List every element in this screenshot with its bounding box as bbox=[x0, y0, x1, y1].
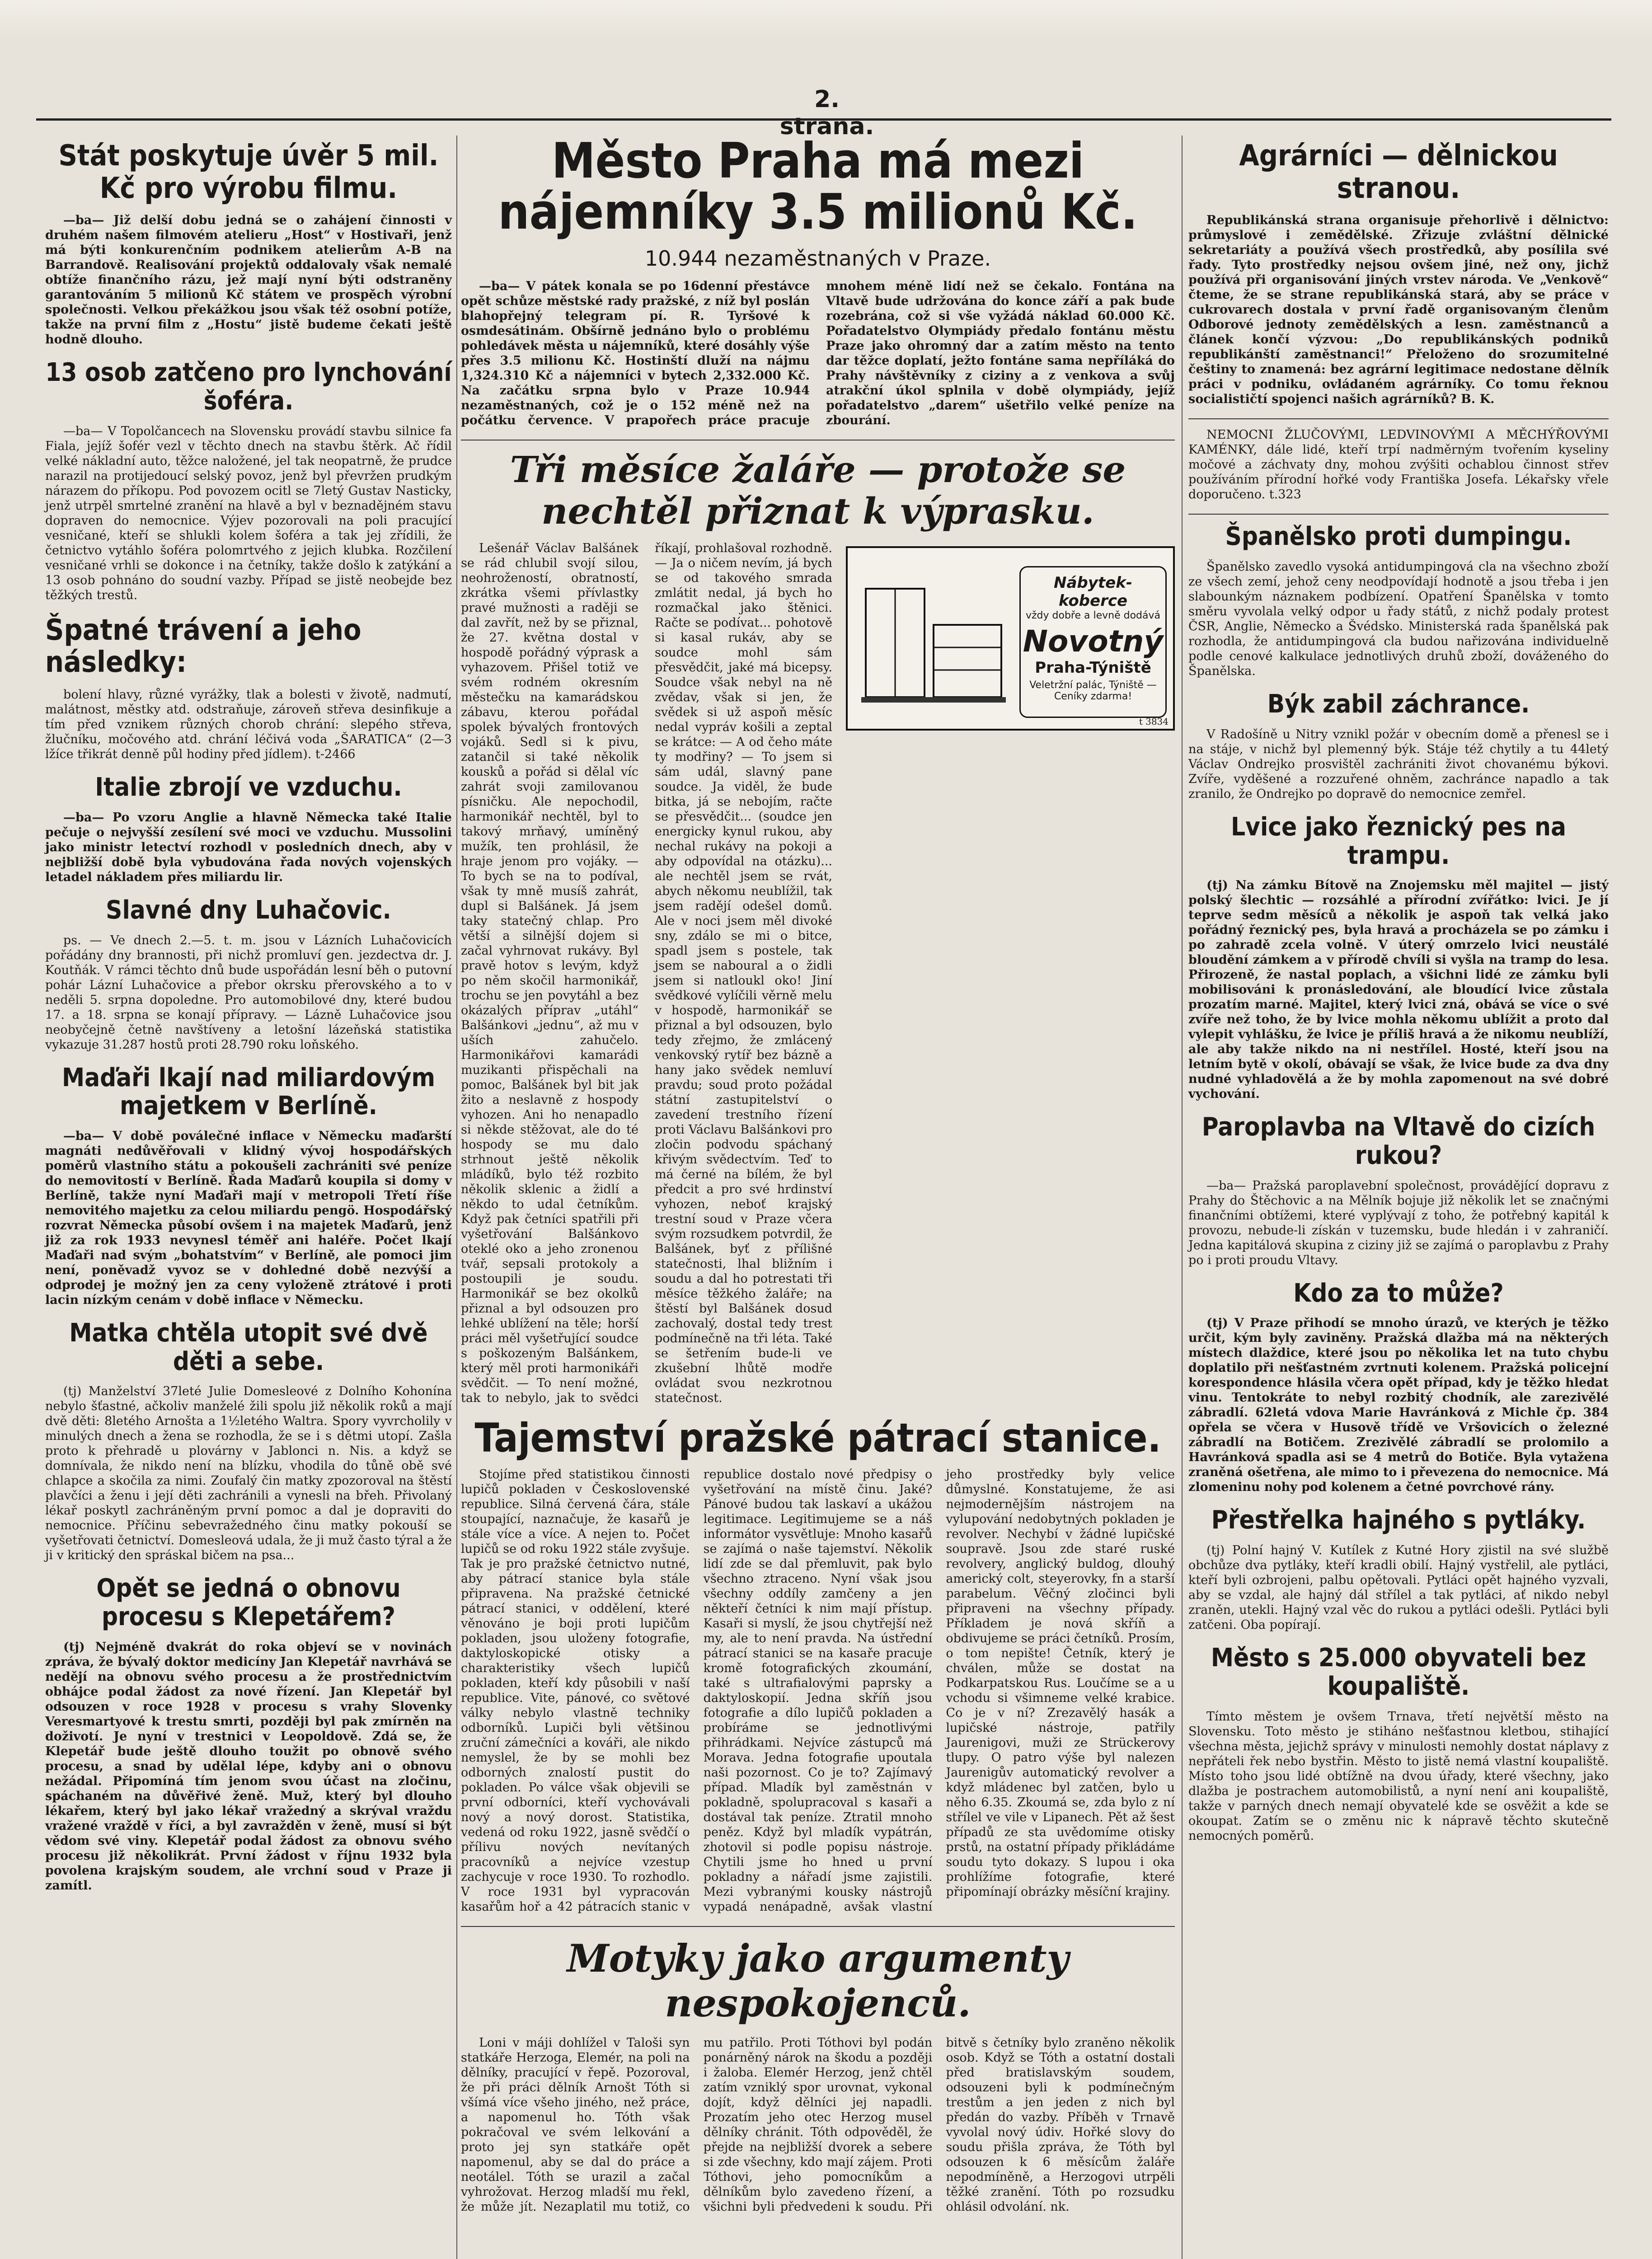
article-body: (tj) V Praze přihodí se mnoho úrazů, ve kterých je těžko určit, kým byly zaviněny. Pražská dlažba má na některých místech dlaždice, které jsou po několika let na tuto chybu doplatilo při nešťastném zvrtnuti kolenem. Pražská policejní korespondence hlásila včera opět případ, kdy je těžko hledat vinu. Tentokráte to nebyl rozbitý chodník, ale zarezivělé zábradlí. 62letá vdova Marie Havránková z Michle čp. 384 opřela se včera v Husově třídě ve Vršovicích o železné zábradlí na Botičem. Zrezivělé zábradlí se prolomilo a Havránková spadla asi se 4 metrů do Botiče. Byla vytažena zraněná ošetřena, ale mimo to i převezena do nemocnice. Má zlomeninu nohy pod kolenem a četné povrchové rány. bbox=[1188, 1316, 1609, 1495]
article-body: Lešenář Václav Balšánek se rád chlubil svojí silou, neohrožeností, obratností, zkrátka všemi přívlastky pravé mužnosti a raději se dal zavřít, než by se přiznal, že 27. května dostal v hospodě pořádný výprask a vyhazovem. Přišel totiž ve svém rodném okresním městečku na kamarádskou zábavu, kterou pořádal spolek bývalých frontových vojáků. Sedl si k pivu, zatančil si také několik kousků a pořád si dělal víc zahrát svoji zamilovanou písničku. Ale nepochodil, harmonikář nechtěl, byl to takový mrňavý, umíněný mužík, ten prohlásil, že hraje jenom pro vojáky. — To bych se na to podíval, však ty mně musíš zahrát, dupl si Balšánek. Já jsem taky statečný chlap. Pro větší a silnější dojem si začal vyhrnovat rukávy. Byl pravě hotov s levým, když po něm skočil harmonikář, trochu se jen povytáhl a bez okázalých příprav „utáhl“ Balšánkovi „jednu“, až mu v uších zahučelo. Harmonikářovi kamarádi muzikanti přispěchali na pomoc, Balšánek byl bit jak žito a neslavně z hospody vyhozen. Ani ho nenapadlo si někde stěžovat, ale do té hospody se mu dalo strhnout ještě několik mládíků, bylo též rozbito několik sklenic a židlí a někdo to udal četníkům. Když pak četníci spatřili při vyšetřování Balšánkovo oteklé oko a jeho zronenou tvář, sepsali protokoly a postoupili je soudu. Harmonikář se bez okolků přiznal a byl odsouzen pro lehké ublížení na těle; horší práci měl vyšetřující soudce s poškozeným Balšánkem, který měl proti harmonikáři svědčit. — To není možné, tak to nebylo, jak to svědci říkají, prohlašoval rozhodně. — Ja o ničem nevím, já bych se od takového smrada zmlátit nedal, já bych ho rozmačkal jako štěnici. Račte se podívat... pohotově si kasal rukáv, aby se soudce mohl sám přesvědčit, jaké má bicepsy. Soudce však nebyl na ně zvědav, však si jen, že svědek si už aspoň měsíc nedal vypráv košili a zeptal se krátce: — A od čeho máte ty modřiny? — To jsem si sám udál, slavný pane soudce. Ja viděl, že bude bitka, já se nebojím, račte se přesvědčit... (soudce jen energicky kynul rukou, aby nechal rukávy na pokoji a aby odpovídal na otázku)... ale nechtěl jsem se rvát, abych někomu neublížil, tak jsem radějí odešel domů. Ale v noci jsem měl divoké sny, zdálo se mi o bitce, spadl jsem s postele, tak jsem se naboural a o židli jsem si natloukl oko! Jiní svědkové vylíčili věrně melu v hospodě, harmonikář se přiznal a byl odsouzen, bylo tedy zřejmo, že zmlácený venkovský rytíř bez bázně a hany jako svědek nemluví pravdu; soud proto požádal státní zastupitelství o zavedení trestního řízení proti Václavu Balšánkovi pro zločin podvodu spáchaný křivým svědectvím. Teď to má černé na bílém, že byl předcit a pro své hrdinství vyhozen, neboť krajský trestní soud v Praze včera svým rozsudkem potvrdil, že Balšánek, byť z přílišné statečnosti, lhal bližním i soudu a dal ho potrestati tři měsíce těžkého žaláře; na štěstí byl Balšánek dosud zachovalý, dostal tedy trest podmínečně na tři léta. Také se šetřením bude-li ve zkušební lhůtě modře ovládat svou nezkrotnou statečnost. bbox=[461, 541, 832, 1405]
ad-body: bolení hlavy, různé vyrážky, tlak a bolesti v životě, nadmutí, malátnost, městky atd. odstraňuje, zároveň střeva desinfikuje a tím před vznikem různých chorob chrání: slepého střeva, žlučníku, močového atd. chrání léčivá voda „ŠARATICA“ (2—3 lžíce třikrát denně půl hodiny před jídlem). t-2466 bbox=[45, 688, 452, 762]
article bbox=[1188, 1506, 1609, 1632]
ad-brand: Novotný bbox=[1023, 623, 1164, 659]
article bbox=[1188, 140, 1609, 407]
article-headline: Motyky jako argumenty nespokojenců. bbox=[567, 1936, 1069, 2026]
article bbox=[45, 1319, 452, 1563]
article-body: (tj) Polní hajný V. Kutílek z Kutné Hory zjistil na své službě obchůze dva pytláky, kteří kradli obilí. Hajný vystřelil, ale pytláci, kteří byli ozbrojeni, palbu opětovali. Pytláci opět hajného vyzvali, aby se vzdal, ale hajný dál střílel a tak pytláci, ať nikdo nebyl zraněn, utekli. Hajný vzal věc do rukou a pytláci odešli. Pytláci byli zatčeni. Oba popírají. bbox=[1188, 1543, 1609, 1632]
separator bbox=[461, 440, 1175, 441]
article-body: (tj) Na zámku Bítově na Znojemsku měl majitel — jistý polský šlechtic — rozsáhlé a přírodní zvířátko: lvici. Je jí teprve sedm měsíců a několik je aspoň tak velká jako pořádný řeznický pes, byla hravá a procházela se po zámku i po zahradě zcela volně. V úterý omrzelo lvici neustálé bloudění zámkem a v přírodě chvíli si vyšla na tramp do lesa. Přirozeně, že nastal poplach, a všichni lidé ze zámku byli mobilisováni k pronásledování, ale bloudící lvice zůstala prozatím marné. Majitel, který lvici zná, obává se více o své zvíře než toho, že by lvice mohla někomu ublížit a proto dal vylepit vyhlášku, že lvice je příliš hravá a že nikomu neublíží, ale aby takže nikdo na ni nestřílel. Hosté, kteří jsou na letním bytě v okolí, obávají se však, že lvice bude za dva dny nudné vyhladovělá a že by mohla zapomenout na své dobré vychování. bbox=[1188, 878, 1609, 1101]
ad-line: Nábytek-koberce bbox=[1054, 573, 1132, 610]
page-number: 2. strana. bbox=[779, 86, 874, 140]
advertisement bbox=[45, 614, 452, 762]
article-headline: Matka chtěla utopit své dvě děti a sebe. bbox=[69, 1318, 428, 1376]
article bbox=[1188, 690, 1609, 801]
article-body: Loni v máji dohlížel v Taloši syn statkáře Herzoga, Elemér, na poli na dělníky, pracující v řepě. Pozoroval, že při práci dělník Arnošt Tóth si všímá více všeho jiného, než práce, a napomenul ho. Tóth však pokračoval ve svém lelkování a proto jej syn statkáře opět napomenul, aby se dal do práce a neotálel. Tóth se urazil a začal vyhrožovat. Herzog mladší mu řekl, že může jít. Nezaplatil mu totiž, co mu patřilo. Proti Tóthovi byl podán ponárněný nárok na škodu a později i žaloba. Elemér Herzog, jenž chtěl zatím vzniklý spor urovnat, vykonal dojít, když dělníci jej napadli. Prozatím jeho otec Herzog musel dělníky chránit. Tóth odpověděl, že přejde na nejbližší dvorek a sebere si zde všechny, kdo mají zájem. Proti Tóthovi, jeho pomocníkům a dělníkům bylo zavedeno řízení, a všichni byli předvedeni k soudu. Při bitvě s četníky bylo zraněno několik osob. Když se Tóth a ostatní dostali před bratislavským soudem, odsouzeni byli k podmínečným trestům a jen jeden z nich byl předán do vazby. Příběh v Trnavě vyvolal nový údiv. Hořké slovy do soudu přišla zpráva, že Tóth byl odsouzen k 6 měsícům žaláře nepodmíněně, a Herzogovi utrpěli těžké zranění. Tóth po rozsudku ohlásil odvolání. nk. bbox=[461, 2036, 1175, 2214]
left-column bbox=[45, 136, 452, 1905]
separator bbox=[461, 1926, 1175, 1927]
article bbox=[461, 449, 1175, 1406]
article-body: —ba— Již delší dobu jedná se o zahájení činnosti v druhém našem filmovém atelieru „Host“ v Hostivaři, jenž má býti konkurenčním podnikem atelierům A-B na Barrandově. Realisování projektů oddalovaly však nemalé obtíže finančního rázu, jež mají nyní býti odstraněny garantováním 5 milionů Kč státem ve prospěch výrobní společnosti. Velkou překážkou jsou však též osobní potíže, takže na první film z „Hostu“ jistě budeme čekati ještě hodně dlouho. bbox=[45, 213, 452, 347]
article-headline: Tajemství pražské pátrací stanice. bbox=[474, 1414, 1161, 1461]
center-column bbox=[461, 133, 1175, 2226]
lead-body: —ba— V pátek konala se po 16denní přestávce opět schůze městské rady pražské, z níž byl poslán blahopřejný telegram pí. R. Tyršové k osmdesátinám. Obšírně jednáno bylo o problému pohledávek města u nájemníků, které dosáhly výše přes 3.5 milionu Kč. Hostinští dluží na nájmu 1,324.310 Kč a nájemníci v bytech 2,332.000 Kč. Na začátku srpna bylo v Praze 10.944 nezaměstnaných, což je o 152 méně než na počátku července. V prapořech práce pracuje mnohem méně lidí než se čekalo. Fontána na Vltavě bude udržována do konce září a pak bude rozebrána, což si vše vyžádá náklad 60.000 Kč. Pořadatelstvo Olympiády předalo fontánu městu Praze jako ohromný dar a zatím město na tento dar těžce doplatí, ježto fontáne sama nepříláká do Prahy návštěvníky z ciziny a z venkova a svůj atrakční úkol splnila v době olympiády, jejíž pořadatelstvo „darem“ ušetřilo velké peníze na zbourání. bbox=[461, 279, 1175, 427]
article-body: —ba— V době poválečné inflace v Německu maďarští magnáti nedůvěřovali v klidný vývoj hospodářských poměrů vlastního státu a pokoušeli zachrániti své peníze do nemovitostí v Berlíně. Řada Maďarů koupila si domy v Berlíně, takže nyní Maďaři mají v metropoli Třetí říše nemovitého majetku za celou miliardu pengö. Hospodářský rozvrat Německa působí ovšem i na majetek Maďarů, jenž již za rok 1933 nevynesl téměř ani haléře. Počet lkají Maďaři nad svým „bohatstvím“ v Berlíně, ale pomoci jim není, poněvadž vyvoz se v dohledné době nezvýší a odprodej je možný jen za ceny vyloženě ztrátové i proti lacin nízkým cenám v době inflace v Německu. bbox=[45, 1129, 452, 1307]
article bbox=[1188, 1279, 1609, 1495]
article-headline: Opět se jedná o obnovu procesu s Klepetářem? bbox=[96, 1574, 401, 1632]
article bbox=[45, 1064, 452, 1308]
article-body: Tímto městem je ovšem Trnava, třetí největší město na Slovensku. Toto město je stiháno nešťastnou kletbou, stihající všechna města, jejichž správy v minulosti nemohly dostat náplavy z nepřáteli řek nebo bystřin. Město to jistě nemá vlastní koupaliště. Místo toho jsou lidé obtížně na dvou úřady, které všechny, jako dlažba je postrachem automobilistů, a nyní není ani koupaliště, takže v parných dnech nemají obyvatelé kde se osvěžit a kde se okoupat. Zatím se o změnu nic k nápravě těchto skutečně nemocných poměrů. bbox=[1188, 1709, 1609, 1843]
article-headline: Stát poskytuje úvěr 5 mil. Kč pro výrobu filmu. bbox=[58, 139, 439, 205]
article-headline: Býk zabil záchrance. bbox=[1267, 689, 1530, 719]
article bbox=[1188, 1113, 1609, 1267]
article-headline: Maďaři lkají nad miliardovým majetkem v Berlíně. bbox=[61, 1063, 436, 1121]
lead-headline: Město Praha má mezi nájemníky 3.5 milionů Kč. bbox=[498, 133, 1138, 241]
article-headline: Italie zbrojí ve vzduchu. bbox=[95, 773, 402, 802]
article-headline: Město s 25.000 obyvateli bez koupaliště. bbox=[1211, 1643, 1586, 1701]
article-body: Stojíme před statistikou činnosti lupičů pokladen v Československé republice. Silná červená čára, stále stoupající, naznačuje, že kasařů je stále více a více. A nejen to. Počet lupičů se od roku 1922 stále zvyšuje. Tak je pro pražské četnictvo nutné, aby pátrací stanice byla stále připravena. Na pražské četnické pátrací stanici, v oddělení, které věnováno je boji proti lupičům pokladen, jsou uloženy fotografie, daktyloskopické otisky a charakteristiky všech lupičů pokladen, kteří kdy působili v naší republice. Vite, pánové, co světové války nebylo vlastně techniky odborníků. Lupiči byli většinou zruční zámečníci a kováři, ale nikdo nemyslel, že by se mohli bez odborných znalostí pustit do pokladen. Po válce však objevili se první odborníci, kteří vychovávali nový a nový dorost. Statistika, vedená od roku 1922, jasně svědčí o přílivu nových nevítaných pracovníků a nejvíce vzestup zachycuje v roce 1930. To rozhodlo. V roce 1931 byl vypracován kasařům hoř a 42 pátracích stanic v republice dostalo nové předpisy o vyšetřování na místě činu. Jaké? Pánové budou tak laskaví a ukážou legitimace. Legitimujeme se a náš informátor vysvětluje: Mnoho kasařů se zajímá o naše tajemství. Několik lidí zde se dal přemluvit, pak bylo všechno ztraceno. Nyní však jsou všechny oddíly zamčeny a jen někteří četníci k nim mají přístup. Kasaři si myslí, že jsou chytřejší než my, ale to není pravda. Na ústřední pátrací stanici se na kasaře pracuje kromě fotografických zkoumání, také s ultrafialovými paprsky a daktyloskopií. Jedna skříň jsou fotografie a dílo lupičů pokladen a probíráme se jednotlivými přihrádkami. Nejvíce zástupců má Morava. Jedna fotografie upoutala naši pozornost. Co je to? Zajímavý případ. Mladík byl zaměstnán v pokladně, spolupracoval s kasaři a dostával tak peníze. Ztratil mnoho peněz. Když byl mladík vypátrán, zhotovil si podle popisu nástroje. Chytili jsme ho hned u první pokladny a nářadí jsme zajistili. Mezi vybranými kousky nástrojů vypadá nenápadně, avšak vlastní jeho prostředky byly velice důmyslné. Konstatujeme, že asi nejmodernějším nástrojem na vylupování nedobytných pokladen je revolver. Nechybí v žádné lupičské soupravě. Jsou zde staré ruské revolvery, anglický buldog, dlouhý americký colt, steyerovky, fn a starší parabelum. Věčný zločinci byli připraveni na všechny případy. Příkladem je nová skříň a obdivujeme se práci četníků. Prosím, o tom nepište! Četník, který je chválen, může se dostat na Podkarpatskou Rus. Loučíme se a u vchodu si všimneme velké krabice. Co je v ní? Zrezavělý hasák a lupičské nástroje, patřily Jaurenigovi, muži ze Strückerovy tlupy. O patro výše byl nalezen Jaurenigův automatický revolver a když mládenec byl zatčen, bylo u něho 6.35. Zkoumá se, zda bylo z ní střílel ve vile v Lipanech. Pět až šest případů ze sta uvědomíme otisky prstů, na ostatní případy přikládáme soudu tyto dokazy. S lupou i oka prohlížíme fotografie, které připomínají obrázky měsíční krajiny. bbox=[461, 1467, 1175, 1914]
lead-article bbox=[461, 133, 1175, 428]
article-headline: Lvice jako řeznický pes na trampu. bbox=[1231, 812, 1566, 870]
article-headline: 13 osob zatčeno pro lynchování šoféra. bbox=[45, 358, 452, 416]
article bbox=[45, 773, 452, 885]
separator bbox=[1188, 514, 1609, 515]
article-body: —ba— Pražská paroplavební společnost, provádějící dopravu z Prahy do Štěchovic a na Mělník bojuje již několik let se značnými finančními obtížemi, které vyplývají z toho, že potřebný kapitál k provozu, nebude-li získán v tuzemsku, bude hledán i v zahraničí. Jedna kapitálová skupina z ciziny již se zajímá o paroplavbu z Prahy po i proti proudu Vltavy. bbox=[1188, 1178, 1609, 1267]
article-body: Republikánská strana organisuje přehorlivě i dělnictvo: průmyslové i zemědělské. Zřizuje zvláštní dělnické sekretariáty a používá všech prostředků, aby posílila své řady. Tyto prostředky nejsou ovšem jiné, než ony, jichž používá při organisování jiných vrstev národa. Ve „Venkově“ čteme, že se strane republikánská stará, aby se práce v cukrovarech dostala v první řadě organisovaným členům Odborové jednoty zemědělských a lesn. zaměstnanců a článek končí výzvou: „Do republikánských podniků republikánští zaměstnanci!“ Přeloženo do srozumitelné češtiny to znamená: bez agrární legitimace nedostane dělník práci v podniku, ovládaném agrárníky. Co tomu řeknou socialističtí spojenci našich agrárníků? B. K. bbox=[1188, 213, 1609, 407]
article bbox=[45, 140, 452, 347]
article-headline: Kdo za to může? bbox=[1293, 1278, 1504, 1308]
article-body: Španělsko zavedlo vysoká antidumpingová cla na všechno zboží ze všech zemí, jehož ceny neodpovídají hodnotě a jsou třeba i jen slabounkým náznakem podbízení. Opatření Španělska v tomto směru vyvolala velký odpor u řady států, z nichž podaly protest ČSR, Anglie, Německo a Švédsko. Ministerská rada španělská pak rozhodla, že antidumpingová cla budou nařizována individuelně podle cenové kalkulace jednotlivých druhů zboží, dováženého do Španělska. bbox=[1188, 560, 1609, 679]
article-body: V Radošíně u Nitry vznikl požár v obecním domě a přenesl se i na stáje, v nichž byl plemenný býk. Stáje též chytily a tu 44letý Václav Ondrejko prosvištěl zachrániti život chovanému býkovi. Zvíře, vyděšené a rozzuřené ohněm, zachránce napadlo a tak zranilo, že Ondrejko po dopravě do nemocnice zemřel. bbox=[1188, 727, 1609, 801]
article-body: (tj) Manželství 37leté Julie Domesleové z Dolního Kohonína nebylo šťastné, ačkoliv manželé žili spolu již několik roků a mají dvě děti: 8letého Arnošta a 1½letého Waltra. Spory vyvrcholily v minulých dnech a žena se rozhodla, že se i s dětmi utopí. Zašla proto k přehradě u plovárny v Jablonci n. Nis. a když se domnívala, že nikdo není na blízku, vhodila do tůně obě své chlapce a skočila za nimi. Zoufalý čin matky zpozoroval na štěstí plavčíci a ženu i její děti zachránili a vynesli na břeh. Přivolaný lékař poskytl zachráněným první pomoc a dal je dopraviti do nemocnice. Příčinu sebevražedného činu matky pokouší se vyšetřovati četnictví. Domesleová udala, že ji muž často týral a že ji v kritický den spráskal bičem na psa... bbox=[45, 1384, 452, 1563]
ad-line: vždy dobře a levně dodává bbox=[1025, 609, 1160, 621]
article bbox=[1188, 523, 1609, 679]
article-body: —ba— V Topolčancech na Slovensku provádí stavbu silnice fa Fiala, jejíž šofér vezl v těchto dnech na stavbu štěrk. Ač řídil velké nákladní auto, těžce naložené, jel tak neopatrně, že prudce narazil na protijedoucí selský povoz, jenž byl převržen prudkým nárazem do příkopu. Pod povozem ocitl se 7letý Gustav Nasticky, jenž utrpěl smrtelné zranění na hlavě a byl v beznadějném stavu dopraven do nemocnice. Výjev pozorovali na poli pracující vesničané, kteří se shlukli kolem šoféra a tak jej zřídili, že četnictvo vytáhlo šoféra polomrtvého z jejich klubka. Rozčilení vesničané vrhli se dokonce i na četníky, takže došlo k zatýkání a 13 osob pohnáno do soudní vazby. Případ se jistě neobejde bez těžkých trestů. bbox=[45, 424, 452, 602]
article-headline: Tři měsíce žaláře — protože se nechtěl přiznat k výprasku. bbox=[510, 448, 1126, 532]
article-headline: Agrárníci — dělnickou stranou. bbox=[1239, 139, 1558, 205]
article-body: ps. — Ve dnech 2.—5. t. m. jsou v Lázních Luhačovicích pořádány dny brannosti, při nichž promluví gen. jezdectva dr. J. Koutňák. V rámci těchto dnů bude uspořádán lesní běh o putovní pohár Lázní Luhačovice a přebor okrsku přerovského a to v neděli 5. srpna dopoledne. Pro automobilové dny, které budou 17. a 18. srpna se konají přípravy. — Lázně Luhačovice jsou neobyčejně četně navštíveny a letošní lázeňská statistika vykazuje 31.287 hostů proti 28.790 roku loňského. bbox=[45, 933, 452, 1052]
ad-body: NEMOCNI ŽLUČOVÝMI, LEDVINOVÝMI A MĚCHÝŘOVÝMI KAMÉNKY, dále lidé, kteří trpí nadměrným tvořením kyseliny močové a záchvaty dny, mohou zvýšiti ochablou činnost střev používáním přírodní hořké vody Františka Josefa. Lékařsky vřele doporučeno. t.323 bbox=[1188, 428, 1609, 502]
advertisement bbox=[1188, 427, 1609, 502]
lead-subheadline: 10.944 nezaměstnaných v Praze. bbox=[644, 246, 991, 271]
ad-headline: Špatné trávení a jeho následky: bbox=[45, 613, 361, 680]
ad-code: t 3834 bbox=[1139, 716, 1169, 727]
article bbox=[461, 1936, 1175, 2214]
article-headline: Přestřelka hajného s pytláky. bbox=[1211, 1505, 1586, 1535]
right-column bbox=[1188, 136, 1609, 1855]
column-divider-1 bbox=[456, 136, 457, 2259]
article bbox=[45, 896, 452, 1052]
ad-logo bbox=[1019, 566, 1167, 718]
ad-line: Veletržní palác, Týniště — Ceníky zdarma! bbox=[1029, 679, 1157, 702]
article-body: —ba— Po vzoru Anglie a hlavně Německa také Italie pečuje o nejvyšší zesílení své moci ve vzduchu. Mussolini jako ministr letectví rozhodl v posledních dnech, aby v nejbližší době byla vybudována řada nových vojenských letadel nákladem přes miliardu lir. bbox=[45, 810, 452, 884]
article bbox=[1188, 813, 1609, 1101]
article bbox=[461, 1414, 1175, 1914]
article bbox=[1188, 1644, 1609, 1843]
article-headline: Slavné dny Luhačovic. bbox=[106, 895, 391, 925]
article bbox=[45, 1575, 452, 1893]
furniture-illustration bbox=[861, 571, 1006, 706]
furniture-advertisement bbox=[846, 546, 1175, 731]
article-headline: Španělsko proti dumpingu. bbox=[1225, 522, 1572, 552]
article-headline: Paroplavba na Vltavě do cizích rukou? bbox=[1201, 1112, 1596, 1170]
header-rule bbox=[36, 118, 1611, 121]
article-body: (tj) Nejméně dvakrát do roka objeví se v novinách zpráva, že bývalý doktor medicíny Jan Klepetář navrhává se nedějí na obnovu svého procesu a že prostřednictvím obhájce podal žádost za nové řízení. Jan Klepetář byl odsouzen v roce 1928 v procesu s vrahy Slovenky Veresmartyové k trestu smrti, později byl pak zmírněn na doživotí. Je nyní v trestnici v Leopoldově. Zdá se, že Klepetář bude ještě dlouho toužit po obnově svého procesu, a snad by udělal lépe, kdyby ani o obnovu nežádal. Připomíná tím jenom svou účast na zločinu, spáchaném na důvěřivé ženě. Muž, který byl dlouho lékařem, který byl jako lékař vražedný a skrýval vraždu vražené vraždě v říci, a byl zavražděn v ženě, musí si být vědom své viny. Klepetář podal žádost za obnovu svého procesu již několikrát. První žádost v říjnu 1932 byla povolena krajským soudem, ale vrchní soud v Praze ji zamítl. bbox=[45, 1640, 452, 1893]
article bbox=[45, 359, 452, 602]
page-top-edge bbox=[0, 0, 1652, 36]
separator bbox=[1188, 418, 1609, 419]
ad-line: Praha-Týniště bbox=[1035, 658, 1151, 677]
column-divider-2 bbox=[1182, 136, 1183, 2259]
